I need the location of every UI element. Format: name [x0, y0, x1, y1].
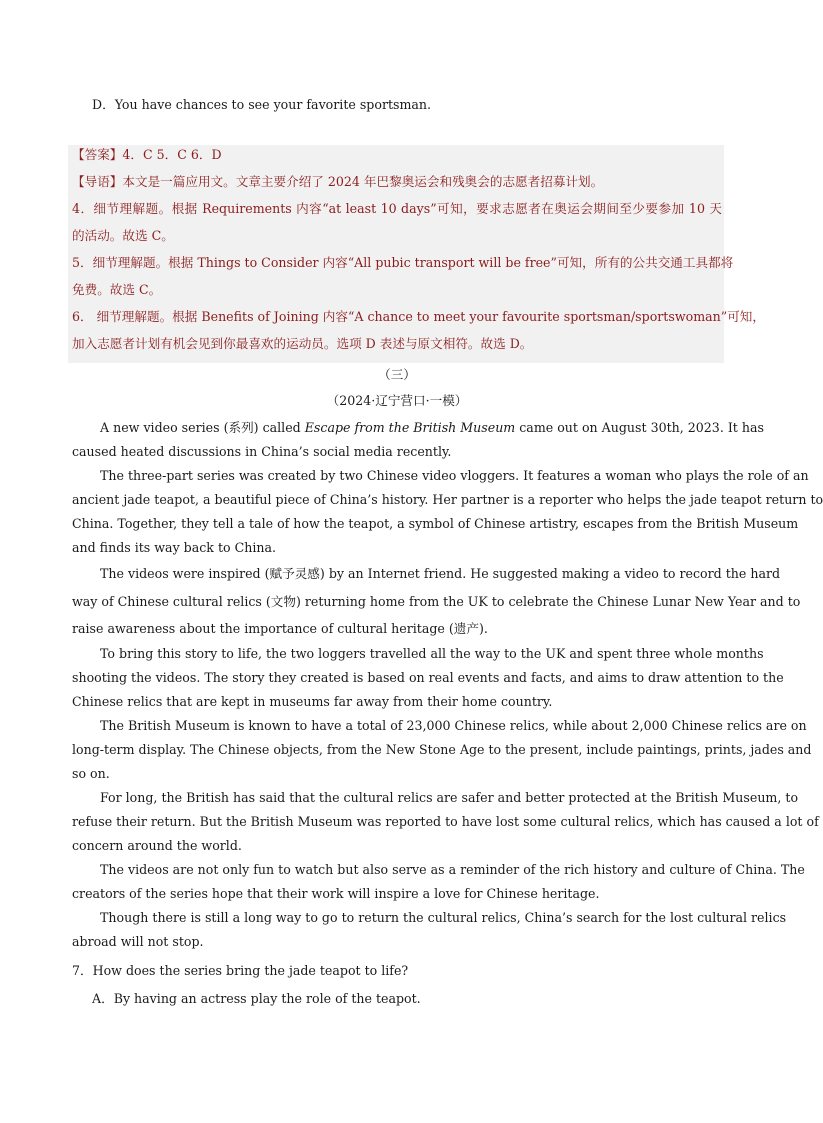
- q6-explanation-line2: 加入志愿者计划有机会见到你最喜欢的运动员。选项 D 表述与原文相符。故选 D。: [72, 336, 533, 351]
- passage-p2-line4: and finds its way back to China.: [72, 540, 276, 555]
- passage-p2-line1: The three-part series was created by two Chinese video vloggers. It features a woman who plays the role of an: [100, 468, 809, 483]
- passage-p8-line2: abroad will not stop.: [72, 934, 204, 949]
- passage-p1-line1: [72, 416, 764, 440]
- passage-text: came out on August 30th, 2023. It has: [515, 420, 764, 435]
- q5-explanation-line2: 免费。故选 C。: [72, 282, 162, 297]
- answer-explanation: [72, 144, 765, 360]
- question-7-stem: 7．How does the series bring the jade teapot to life?: [72, 963, 409, 978]
- passage-p8-line1: Though there is still a long way to go to return the cultural relics, China’s search for the lost cultural relics: [100, 910, 787, 925]
- reading-passage: [72, 416, 823, 954]
- passage-p1-line2: caused heated discussions in China’s social media recently.: [72, 444, 452, 459]
- passage-p6-line3: concern around the world.: [72, 838, 242, 853]
- previous-option-d: D．You have chances to see your favorite sportsman.: [92, 97, 432, 112]
- question-7-option-a[interactable]: A．By having an actress play the role of the teapot.: [92, 991, 421, 1006]
- guide-line: 【导语】本文是一篇应用文。文章主要介绍了 2024 年巴黎奥运会和残奥会的志愿者招募计划。: [72, 174, 604, 189]
- passage-p2-line2: ancient jade teapot, a beautiful piece of China’s history. Her partner is a reporter who helps the jade teapot return to: [72, 492, 823, 507]
- section-number: （三）: [378, 367, 416, 382]
- passage-p4-line1: To bring this story to life, the two loggers travelled all the way to the UK and spent three whole months: [100, 646, 764, 661]
- answer-line: 【答案】4．C 5．C 6．D: [72, 147, 222, 162]
- section-source: （2024·辽宁营口·一模）: [326, 393, 468, 408]
- passage-text: A new video series (系列) called: [100, 420, 305, 435]
- passage-p7-line1: The videos are not only fun to watch but also serve as a reminder of the rich history and culture of China. The: [100, 862, 805, 877]
- passage-p7-line2: creators of the series hope that their work will inspire a love for Chinese heritage.: [72, 886, 600, 901]
- passage-p4-line2: shooting the videos. The story they created is based on real events and facts, and aims to draw attention to the: [72, 670, 784, 685]
- passage-p3-line1: The videos were inspired (赋予灵感) by an Internet friend. He suggested making a video to record the hard: [100, 566, 781, 581]
- passage-p3-line3: raise awareness about the importance of cultural heritage (遗产).: [72, 621, 488, 636]
- passage-p4-line3: Chinese relics that are kept in museums far away from their home country.: [72, 694, 553, 709]
- passage-p5-line1: The British Museum is known to have a total of 23,000 Chinese relics, while about 2,000 Chinese relics are on: [100, 718, 807, 733]
- passage-p6-line2: refuse their return. But the British Museum was reported to have lost some cultural relics, which has caused a lot of: [72, 814, 819, 829]
- q4-explanation-line1: 4．细节理解题。根据 Requirements 内容“at least 10 days”可知，要求志愿者在奥运会期间至少要参加 10 天: [72, 201, 722, 216]
- passage-p6-line1: For long, the British has said that the cultural relics are safer and better protected at the British Museum, to: [100, 790, 799, 805]
- passage-p3-line2: way of Chinese cultural relics (文物) returning home from the UK to celebrate the Chinese Lunar New Year and to: [72, 594, 801, 609]
- passage-p2-line3: China. Together, they tell a tale of how the teapot, a symbol of Chinese artistry, escapes from the British Museum: [72, 516, 799, 531]
- passage-p5-line3: so on.: [72, 766, 110, 781]
- passage-p5-line2: long-term display. The Chinese objects, from the New Stone Age to the present, include paintings, prints, jades and: [72, 742, 812, 757]
- q4-explanation-line2: 的活动。故选 C。: [72, 228, 174, 243]
- q5-explanation-line1: 5．细节理解题。根据 Things to Consider 内容“All pubic transport will be free”可知，所有的公共交通工具都将: [72, 255, 734, 270]
- q6-explanation-line1: 6． 细节理解题。根据 Benefits of Joining 内容“A chance to meet your favourite sportsman/sportswoman”可知，: [72, 309, 765, 324]
- series-title: Escape from the British Museum: [304, 420, 516, 435]
